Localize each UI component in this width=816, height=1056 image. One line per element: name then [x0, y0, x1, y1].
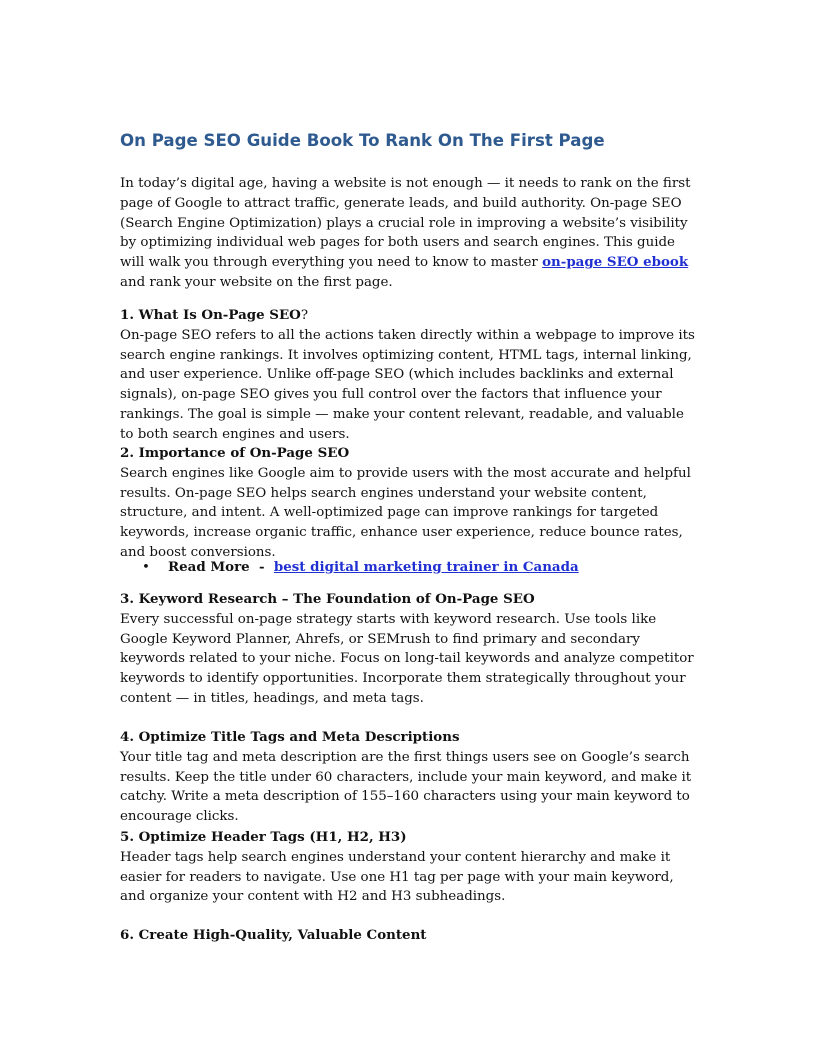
section-3-heading: 3. Keyword Research – The Foundation of On-Page SEO: [120, 591, 535, 607]
section-1-heading-text: 1. What Is On-Page SEO: [120, 307, 301, 323]
section-2: [120, 444, 698, 563]
bullet-icon: •: [142, 560, 150, 575]
intro-text-before-link: In today’s digital age, having a website is not enough — it needs to rank on the first page of Google to attract traffic, generate leads, and build authority. On-page SEO (Search Engine Optimization) plays a crucial role in improving a website’s visibility by optimizing individual web pages for both users and search engines. This guide will walk you through everything you need to know to master: [120, 176, 691, 271]
section-1-heading-suffix: ?: [300, 308, 309, 323]
section-6: [120, 926, 698, 946]
section-4-body: Your title tag and meta description are the first things users see on Google’s search results. Keep the title under 60 characters, include your main keyword, and make it catchy. Write a meta description of 155–160 characters using your main keyword to encourage clicks.: [120, 749, 692, 825]
section-4-heading: 4. Optimize Title Tags and Meta Descriptions: [120, 729, 460, 745]
intro-paragraph: [120, 174, 692, 293]
section-2-heading: 2. Importance of On-Page SEO: [120, 445, 350, 461]
section-1-heading: [120, 306, 698, 326]
digital-marketing-trainer-link[interactable]: best digital marketing trainer in Canada: [273, 559, 579, 575]
section-5: [120, 828, 698, 907]
section-2-body: Search engines like Google aim to provide users with the most accurate and helpful results. On-page SEO helps search engines understand your website content, structure, and intent. A well-optimized page can improve rankings for targeted keywords, increase organic traffic, enhance user experience, reduce bounce rates, and boost conversions.: [120, 465, 691, 560]
section-1-body: On-page SEO refers to all the actions taken directly within a webpage to improve its search engine rankings. It involves optimizing content, HTML tags, internal linking, and user experience. Unlike off-page SEO (which includes backlinks and external signals), on-page SEO gives you full control over the factors that influence your rankings. The goal is simple — make your content relevant, readable, and valuable to both search engines and users.: [120, 327, 695, 442]
section-4: [120, 728, 698, 827]
section-5-body: Header tags help search engines understand your content hierarchy and make it easier for readers to navigate. Use one H1 tag per page with your main keyword, and organize your content with H2 and H3 subheadings.: [120, 849, 674, 905]
read-more-label: Read More -: [168, 559, 274, 575]
section-6-heading: 6. Create High-Quality, Valuable Content: [120, 927, 427, 943]
section-3: [120, 590, 698, 709]
intro-text-after-link: and rank your website on the first page.: [120, 274, 393, 290]
section-3-body: Every successful on-page strategy starts with keyword research. Use tools like Google Keyword Planner, Ahrefs, or SEMrush to find primary and secondary keywords related to your niche. Focus on long-tail keywords and analyze competitor keywords to identify opportunities. Incorporate them strategically throughout your content — in titles, headings, and meta tags.: [120, 611, 694, 706]
document-title: On Page SEO Guide Book To Rank On The First Page: [120, 131, 605, 150]
read-more-item: [142, 558, 702, 578]
on-page-seo-ebook-link[interactable]: on-page SEO ebook: [542, 254, 689, 271]
section-5-heading: 5. Optimize Header Tags (H1, H2, H3): [120, 829, 407, 845]
section-1: [120, 306, 698, 445]
